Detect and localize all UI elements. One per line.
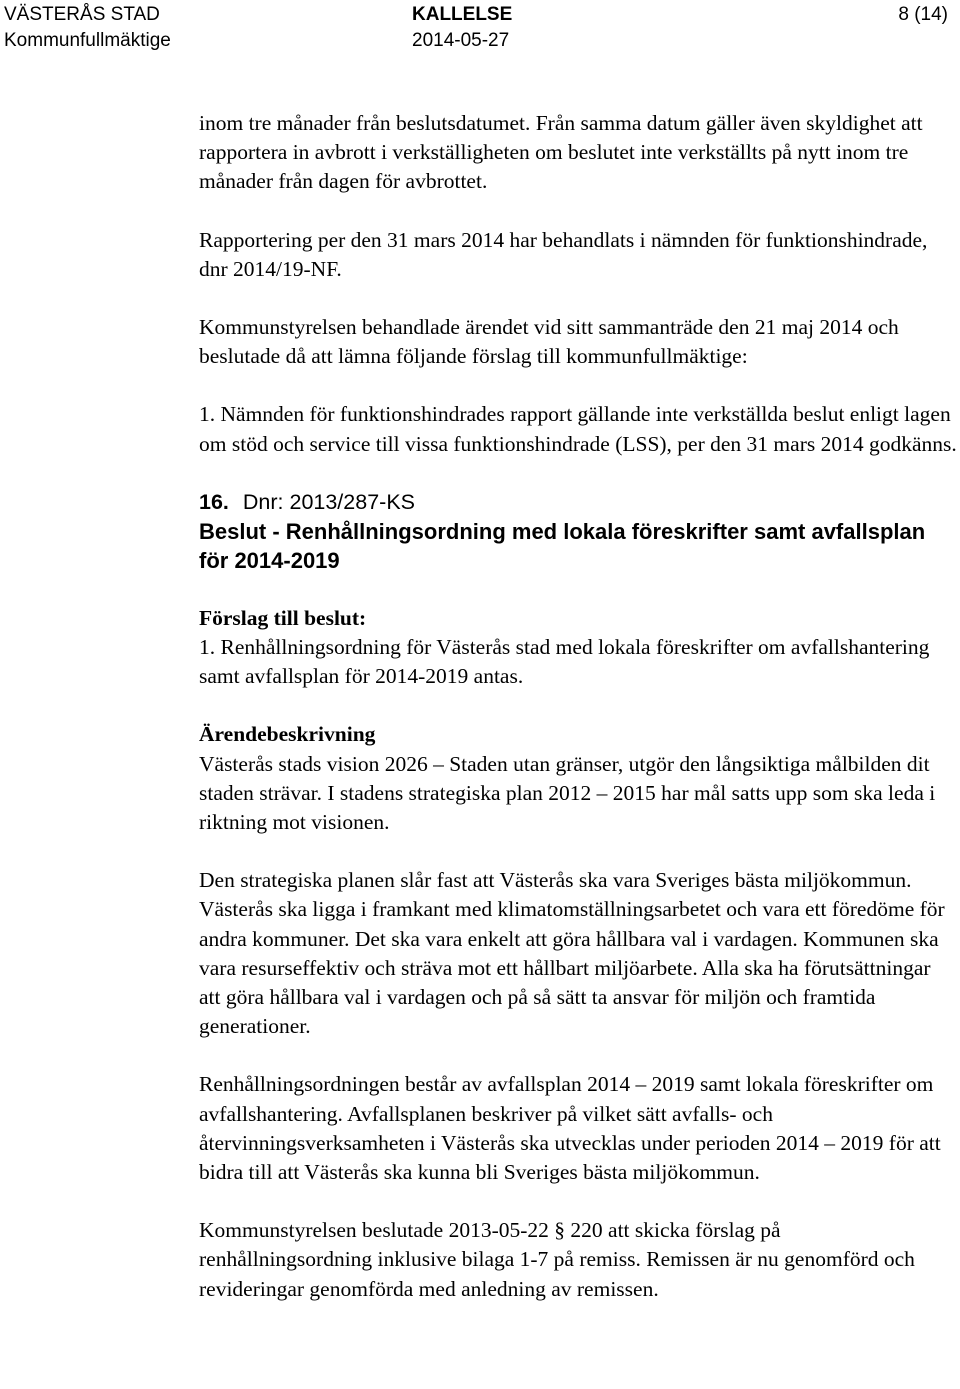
paragraph-proposal-1: 1. Nämnden för funktionshindrades rapport gällande inte verkställda beslut enligt lagen om stöd och service till vissa funktionshindrade (LSS), per den 31 mars 2014 godkänns. [199, 402, 957, 456]
document-body [199, 109, 957, 1304]
org-name: VÄSTERÅS STAD [4, 4, 160, 25]
header-left [4, 2, 171, 54]
document-type: KALLELSE [412, 4, 513, 25]
item-number: 16. [199, 489, 229, 514]
page-number: 8 (14) [898, 4, 948, 25]
item-16-title: Beslut - Renhållningsordning med lokala föreskrifter samt avfallsplan för 2014-2019 [199, 518, 926, 573]
paragraph-continuation: inom tre månader från beslutsdatumet. Från samma datum gäller även skyldighet att rapportera in avbrott i verkställigheten om beslutet inte verkställts på nytt inom tre månader från dagen för avbrottet. [199, 111, 923, 194]
committee-name: Kommunfullmäktige [4, 30, 171, 51]
header-center [412, 2, 512, 54]
paragraph-reporting: Rapportering per den 31 mars 2014 har behandlats i nämnden för funktionshindrade, dnr 2014/19-NF. [199, 227, 928, 281]
item-dnr: Dnr: 2013/287-KS [242, 489, 415, 514]
proposal-text: 1. Renhållningsordning för Västerås stad med lokala föreskrifter om avfallshantering samt avfallsplan för 2014-2019 antas. [199, 635, 930, 689]
description-paragraph-2: Den strategiska planen slår fast att Västerås ska vara Sveriges bästa miljökommun. Västerås ska ligga i framkant med klimatomställningsarbetet och vara ett föredöme för andra kommuner. Det ska vara enkelt att göra hållbara val i vardagen. Kommunen ska vara resurseffektiv och sträva mot ett hållbart miljöarbete. Alla ska ha förutsättningar att göra hållbara val i vardagen och på så sätt ta ansvar för miljön och framtida generationer. [199, 868, 945, 1039]
paragraph-ks-decision: Kommunstyrelsen behandlade ärendet vid sitt sammanträde den 21 maj 2014 och beslutade då att lämna följande förslag till kommunfullmäktige: [199, 315, 899, 369]
description-paragraph-3: Renhållningsordningen består av avfallsplan 2014 – 2019 samt lokala föreskrifter om avfallshantering. Avfallsplanen beskriver på vilket sätt avfalls- och återvinningsverksamheten i Västerås ska utvecklas under perioden 2014 – 2019 för att bidra till att Västerås ska kunna bli Sveriges bästa miljökommun. [199, 1072, 941, 1185]
header-right [898, 2, 948, 28]
proposal-heading: Förslag till beslut: [199, 605, 367, 630]
description-paragraph-4: Kommunstyrelsen beslutade 2013-05-22 § 220 att skicka förslag på renhållningsordning inklusive bilaga 1-7 på remiss. Remissen är nu genomförd och revideringar genomförda med anledning av remissen. [199, 1218, 915, 1301]
description-paragraph-1: Västerås stads vision 2026 – Staden utan gränser, utgör den långsiktiga målbilden dit staden strävar. I stadens strategiska plan 2012 – 2015 har mål satts upp som ska leda i riktning mot visionen. [199, 751, 936, 835]
description-heading: Ärendebeskrivning [199, 722, 376, 747]
item-16-heading [199, 488, 957, 517]
page-header [0, 0, 960, 60]
meeting-date: 2014-05-27 [412, 30, 510, 51]
